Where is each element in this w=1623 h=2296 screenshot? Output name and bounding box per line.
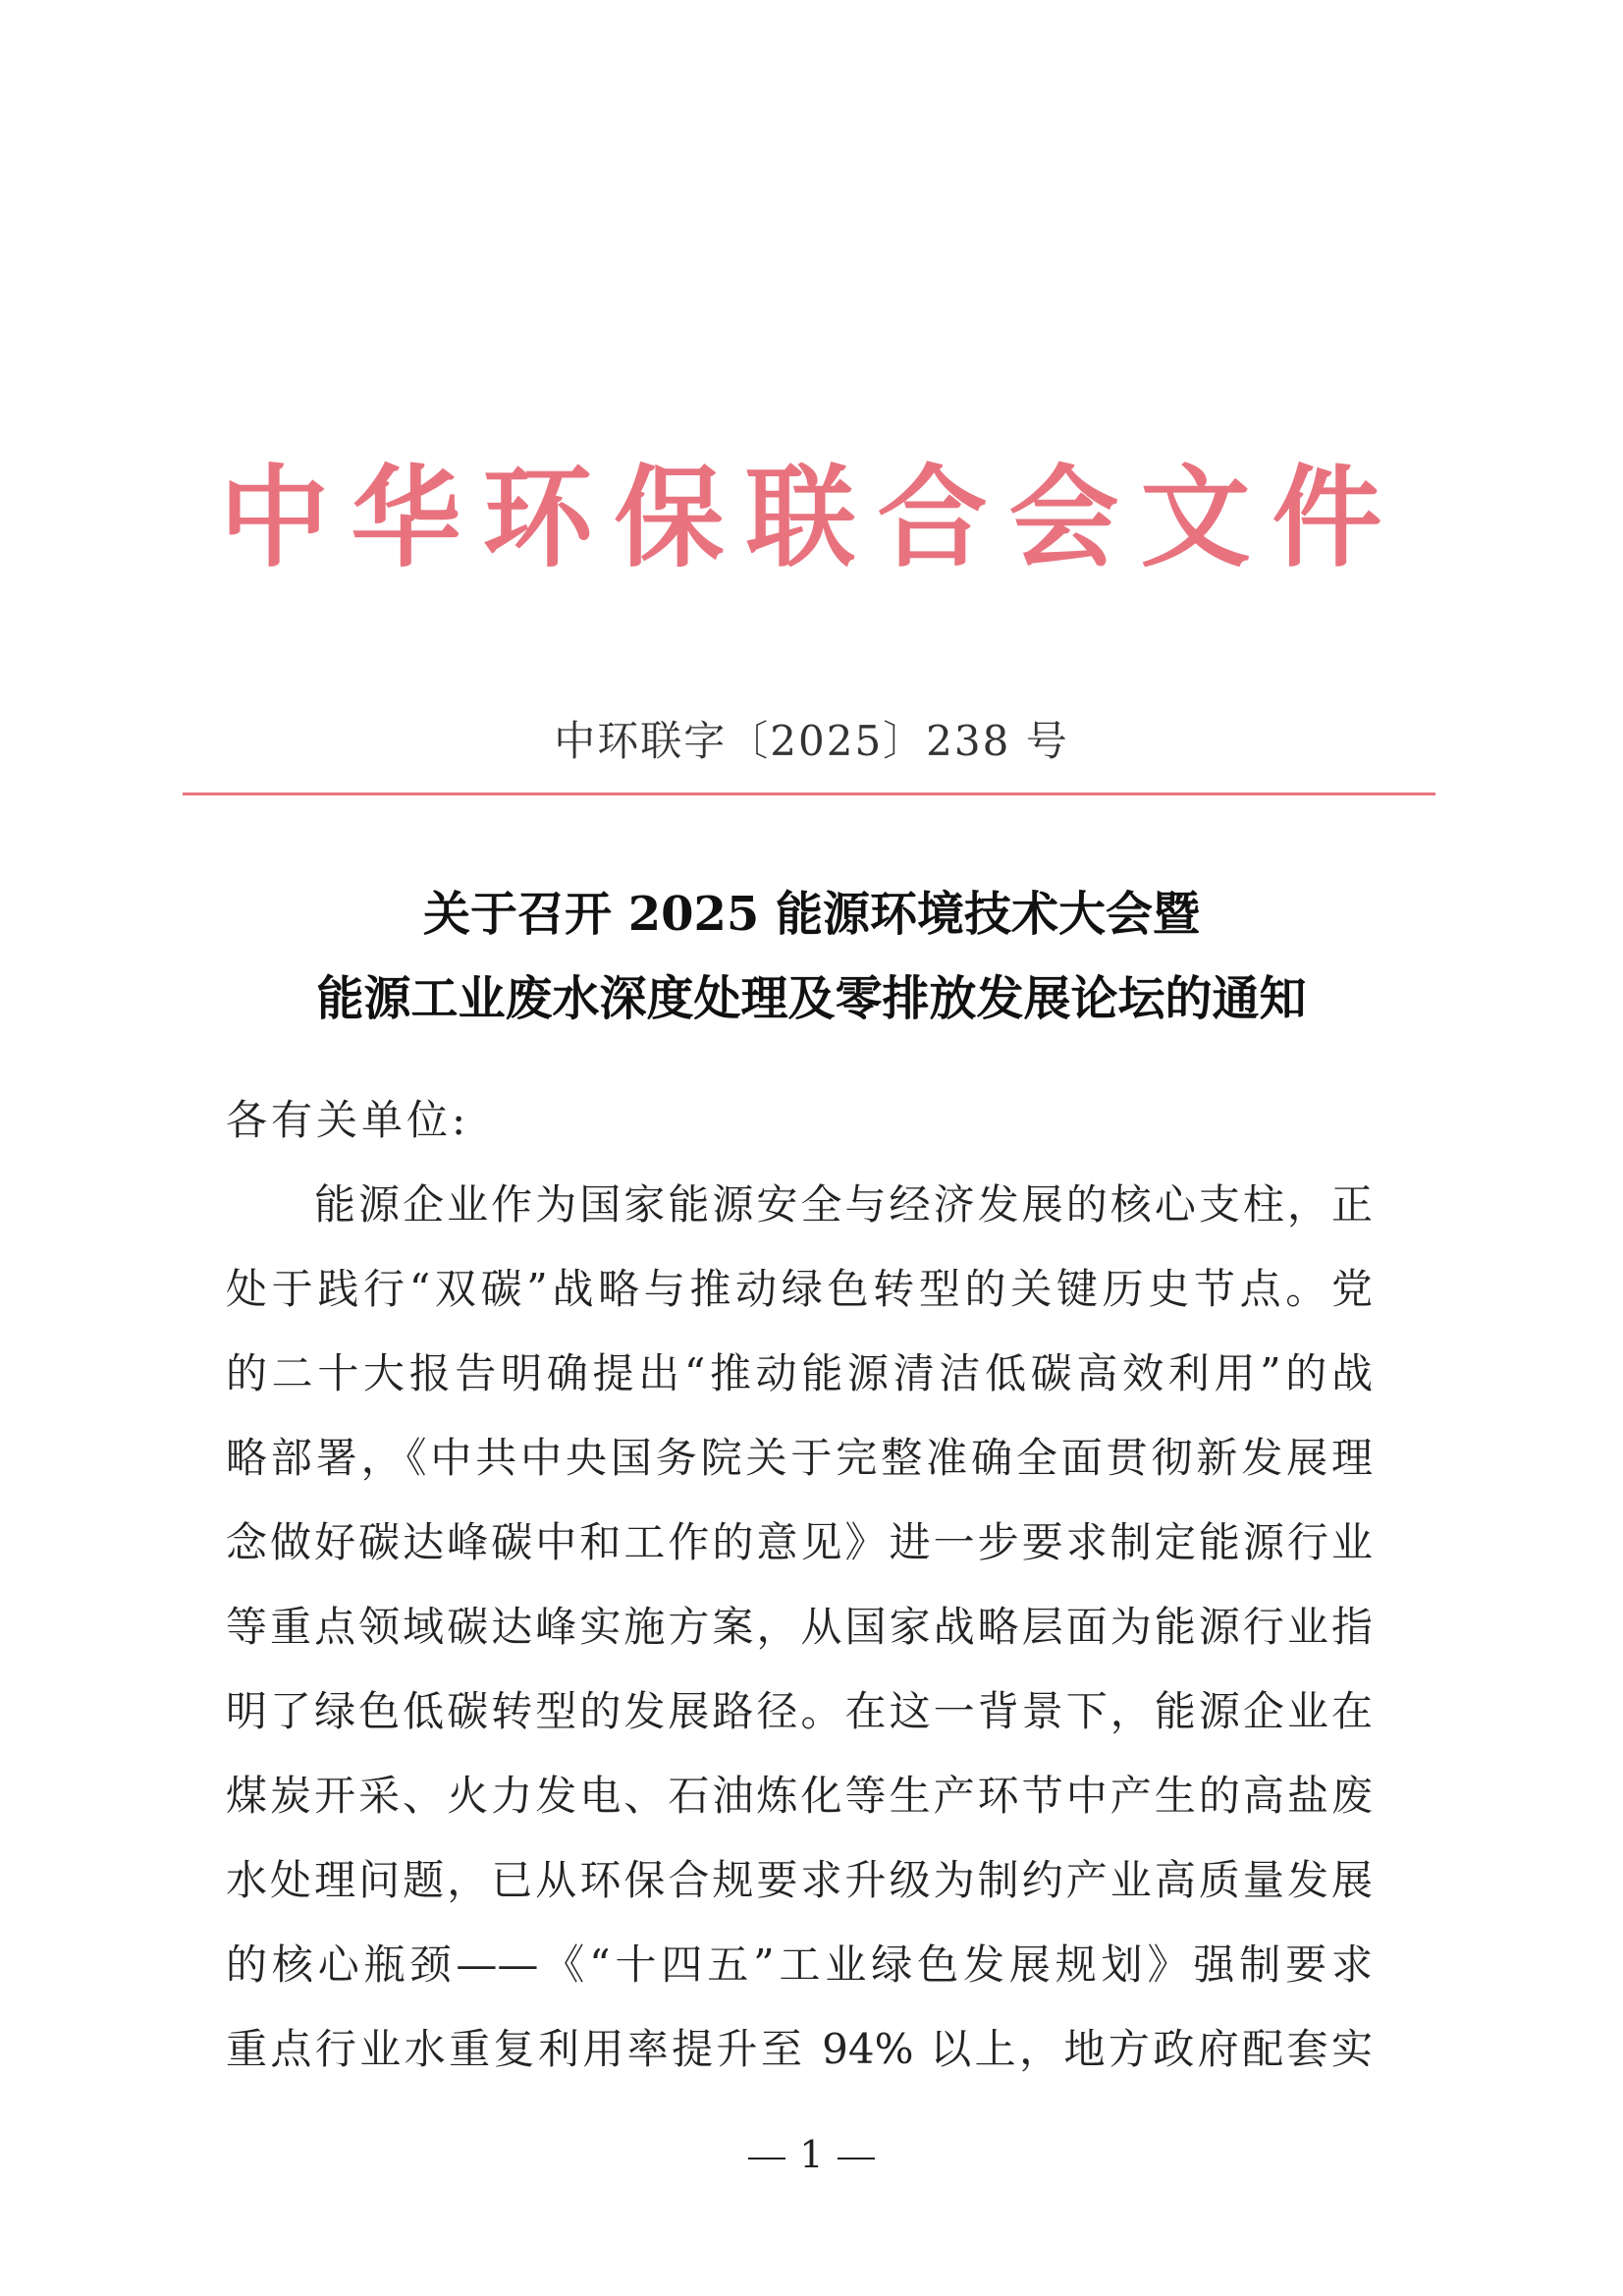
document-number: 中环联字〔2025〕238 号 xyxy=(554,717,1069,765)
page-number-dash-left xyxy=(748,2158,785,2159)
red-divider-line xyxy=(183,793,1435,795)
page-number xyxy=(0,2133,1623,2176)
body-line: 煤炭开采、火力发电、石油炼化等生产环节中产生的高盐废 xyxy=(226,1772,1373,1820)
body-line: 重点行业水重复利用率提升至 94% 以上，地方政府配套实 xyxy=(226,2025,1373,2073)
body-line: 水处理问题，已从环保合规要求升级为制约产业高质量发展 xyxy=(226,1856,1373,1904)
body-line: 念做好碳达峰碳中和工作的意见》进一步要求制定能源行业 xyxy=(226,1518,1373,1566)
body-line: 略部署，《中共中央国务院关于完整准确全面贯彻新发展理 xyxy=(226,1434,1373,1482)
body-line: 的二十大报告明确提出“推动能源清洁低碳高效利用”的战 xyxy=(226,1349,1373,1397)
page-number-value: 1 xyxy=(799,2133,824,2176)
issuer-header-title: 中华环保联合会文件 xyxy=(219,455,1404,582)
notice-title-line-2: 能源工业废水深度处理及零排放发展论坛的通知 xyxy=(316,971,1307,1026)
body-line: 明了绿色低碳转型的发展路径。在这一背景下，能源企业在 xyxy=(226,1687,1373,1735)
salutation: 各有关单位: xyxy=(226,1096,470,1144)
page-number-dash-right xyxy=(838,2158,875,2159)
notice-title-line-1: 关于召开 2025 能源环境技术大会暨 xyxy=(422,887,1201,942)
body-line: 能源企业作为国家能源安全与经济发展的核心支柱，正 xyxy=(314,1180,1373,1229)
body-line: 等重点领域碳达峰实施方案，从国家战略层面为能源行业指 xyxy=(226,1603,1373,1651)
body-line: 的核心瓶颈——《“十四五”工业绿色发展规划》强制要求 xyxy=(226,1941,1373,1989)
body-line: 处于践行“双碳”战略与推动绿色转型的关键历史节点。党 xyxy=(226,1265,1373,1313)
